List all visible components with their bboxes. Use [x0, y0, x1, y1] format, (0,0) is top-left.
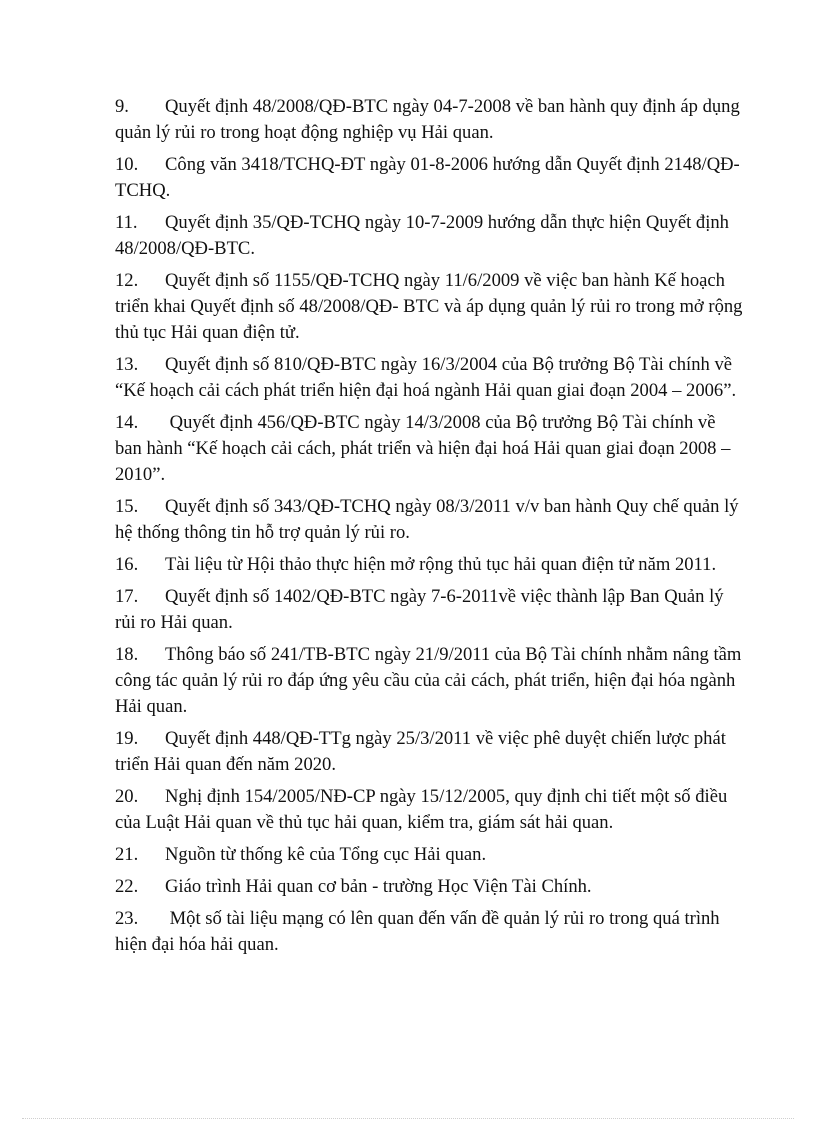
reference-item-12 [115, 268, 745, 346]
reference-text: Công văn 3418/TCHQ-ĐT ngày 01-8-2006 hướng dẫn Quyết định 2148/QĐ-TCHQ. [115, 154, 740, 201]
reference-text: Quyết định số 343/QĐ-TCHQ ngày 08/3/2011 v/v ban hành Quy chế quản lý hệ thống thông tin hỗ trợ quản lý rủi ro. [115, 496, 739, 543]
reference-item-23 [115, 906, 745, 958]
reference-item-21 [115, 842, 745, 868]
reference-text: Thông báo số 241/TB-BTC ngày 21/9/2011 của Bộ Tài chính nhằm nâng tầm công tác quản lý rủi ro đáp ứng yêu cầu của cải cách, phát triển, hiện đại hóa ngành Hải quan. [115, 644, 742, 717]
reference-text: Quyết định 448/QĐ-TTg ngày 25/3/2011 về việc phê duyệt chiến lược phát triển Hải quan đến năm 2020. [115, 728, 726, 775]
reference-item-18 [115, 642, 745, 720]
reference-number: 10. [115, 154, 139, 175]
reference-item-14 [115, 410, 745, 488]
reference-number: 21. [115, 844, 139, 865]
reference-number: 11. [115, 212, 138, 233]
page-bottom-divider [22, 1118, 794, 1119]
reference-text: Tài liệu từ Hội thảo thực hiện mở rộng thủ tục hải quan điện tử năm 2011. [165, 554, 717, 575]
reference-number: 19. [115, 728, 139, 749]
reference-text: Quyết định 35/QĐ-TCHQ ngày 10-7-2009 hướng dẫn thực hiện Quyết định 48/2008/QĐ-BTC. [115, 212, 729, 259]
reference-number: 12. [115, 270, 139, 291]
reference-number: 17. [115, 586, 139, 607]
reference-number: 9. [115, 96, 129, 117]
reference-item-17 [115, 584, 745, 636]
reference-text: Quyết định 456/QĐ-BTC ngày 14/3/2008 của Bộ trưởng Bộ Tài chính về ban hành “Kế hoạch cải cách, phát triển và hiện đại hoá Hải quan giai đoạn 2008 – 2010”. [115, 412, 731, 485]
reference-list [115, 94, 745, 964]
reference-text: Quyết định số 1155/QĐ-TCHQ ngày 11/6/2009 về việc ban hành Kế hoạch triển khai Quyết định số 48/2008/QĐ- BTC và áp dụng quản lý rủi ro trong mở rộng thủ tục Hải quan điện tử. [115, 270, 743, 343]
reference-number: 14. [115, 412, 139, 433]
reference-item-19 [115, 726, 745, 778]
reference-number: 13. [115, 354, 139, 375]
reference-number: 18. [115, 644, 139, 665]
reference-text: Nguồn từ thống kê của Tổng cục Hải quan. [165, 844, 487, 865]
reference-item-20 [115, 784, 745, 836]
reference-item-13 [115, 352, 745, 404]
reference-number: 20. [115, 786, 139, 807]
reference-number: 22. [115, 876, 139, 897]
reference-item-22 [115, 874, 745, 900]
reference-item-9 [115, 94, 745, 146]
reference-item-11 [115, 210, 745, 262]
reference-number: 16. [115, 554, 139, 575]
reference-item-10 [115, 152, 745, 204]
reference-item-15 [115, 494, 745, 546]
reference-text: Nghị định 154/2005/NĐ-CP ngày 15/12/2005, quy định chi tiết một số điều của Luật Hải quan về thủ tục hải quan, kiểm tra, giám sát hải quan. [115, 786, 728, 833]
reference-item-16 [115, 552, 745, 578]
reference-number: 23. [115, 908, 139, 929]
reference-text: Một số tài liệu mạng có lên quan đến vấn đề quản lý rủi ro trong quá trình hiện đại hóa hải quan. [115, 908, 720, 955]
reference-text: Quyết định số 810/QĐ-BTC ngày 16/3/2004 của Bộ trưởng Bộ Tài chính về “Kế hoạch cải cách phát triển hiện đại hoá ngành Hải quan giai đoạn 2004 – 2006”. [115, 354, 737, 401]
reference-number: 15. [115, 496, 139, 517]
reference-text: Giáo trình Hải quan cơ bản - trường Học Viện Tài Chính. [165, 876, 592, 897]
reference-text: Quyết định 48/2008/QĐ-BTC ngày 04-7-2008 về ban hành quy định áp dụng quản lý rủi ro trong hoạt động nghiệp vụ Hải quan. [115, 96, 740, 143]
reference-text: Quyết định số 1402/QĐ-BTC ngày 7-6-2011về việc thành lập Ban Quản lý rủi ro Hải quan. [115, 586, 724, 633]
